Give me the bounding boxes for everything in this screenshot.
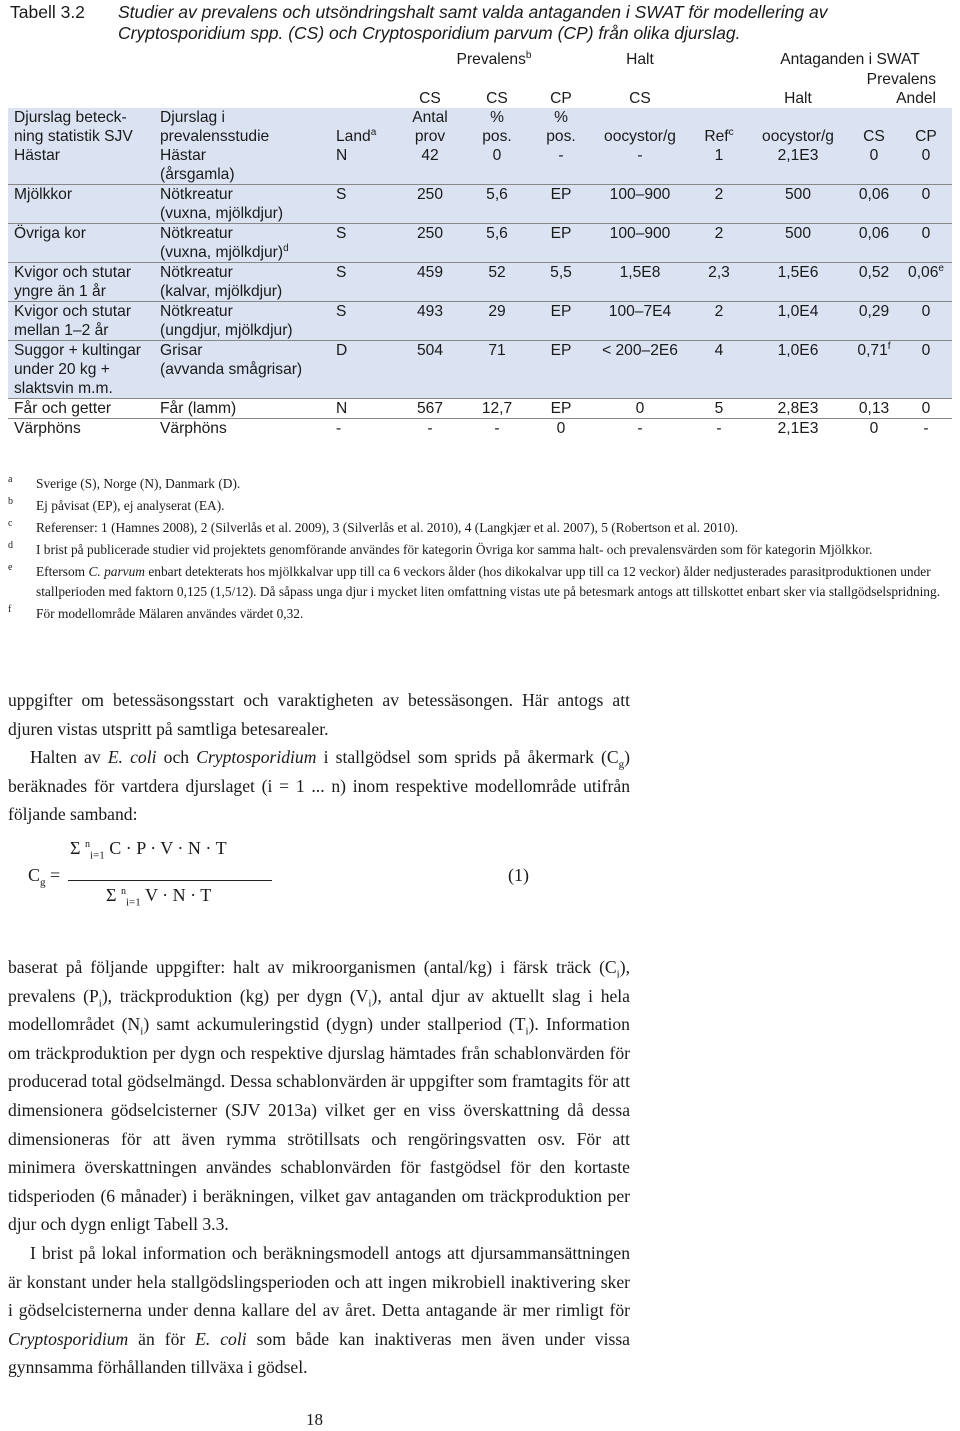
cell-djurslag-sjv: Hästar: [8, 146, 160, 185]
cell-antal: 42: [398, 146, 462, 185]
cell-djurslag-sjv: Mjölkkor: [8, 185, 160, 224]
cell-djurslag-sjv: Övriga kor: [8, 224, 160, 263]
cell-ref: 2: [690, 302, 748, 341]
cell-ref: 2,3: [690, 263, 748, 302]
cell-djurslag-studie: Nötkreatur (vuxna, mjölkdjur): [160, 185, 336, 224]
cell-swat-halt: 2,1E3: [748, 146, 848, 185]
cell-cp-pos: EP: [532, 185, 590, 224]
cell-ref: 4: [690, 341, 748, 399]
equation-lhs: $C_g$ =: [28, 865, 61, 889]
header-prevalens: Prevalens$^b$: [456, 49, 532, 68]
cell-andel-cp: 0: [900, 302, 952, 341]
cell-land: D: [336, 341, 398, 399]
cell-land: -: [336, 419, 398, 439]
cell-djurslag-studie: Nötkreatur (ungdjur, mjölkdjur): [160, 302, 336, 341]
cell-land: N: [336, 399, 398, 419]
cell-djurslag-studie: Nötkreatur (kalvar, mjölkdjur): [160, 263, 336, 302]
cell-halt: -: [590, 146, 690, 185]
paragraph: Halten av E. coli och Cryptosporidium i stallgödsel som sprids på åkermark $(C_g)$ beräknades för vartdera djurslaget (i = 1 ... n) inom respektive modellområde utifrån följande samband:: [8, 747, 630, 825]
cell-antal: 504: [398, 341, 462, 399]
cell-cs-pos: 5,6: [462, 185, 532, 224]
equation-denominator: Σ $^n_{i=1}$ V · N · T: [106, 885, 212, 909]
prevalence-table: [8, 50, 952, 438]
table-title: Studier av prevalens och utsöndringshalt samt valda antaganden i SWAT för modellering av Cryptosporidium spp. (CS) och Cryptosporidium parvum (CP) från olika djurslag.: [118, 2, 828, 43]
cell-djurslag-sjv: Får och getter: [8, 399, 160, 419]
cell-antal: 459: [398, 263, 462, 302]
body-text: [8, 686, 630, 1382]
cell-halt: 0: [590, 399, 690, 419]
table-row: [8, 224, 952, 263]
header-cp-1: CP: [550, 90, 572, 107]
cell-halt: -: [590, 419, 690, 439]
cell-halt: 1,5E8: [590, 263, 690, 302]
paragraph: baserat på följande uppgifter: halt av mikroorganismen (antal/kg) i färsk träck $(C_i)$, prevalens $(P_i)$, träckproduktion (kg) per dygn $(V_i)$, antal djur av aktuellt slag i hela modellområdet $(N_i)$ samt ackumuleringstid (dygn) under stallperiod $(T_i)$. Information om träckproduktion per dygn och respektive djurslag hämtades från schablonvärden för producerad total gödselmängd. Dessa schablonvärden är uppgifter som framtagits för att dimensionera gödselcisterner (SJV 2013a) vilket ger en viss överskattning då dessa dimensioneras för att även rymma strötillsats och rengöringsvatten osv. För att minimera överskattningen användes schablonvärden för fastgödsel för den kortaste tidsperioden (6 månader) i beräkningen, vilket gav antaganden om träckproduktion per djur och dygn enligt Tabell 3.3.: [8, 956, 630, 1235]
cell-land: S: [336, 302, 398, 341]
header-oocystor-2: oocystor/g: [748, 108, 848, 146]
cell-andel-cp: -: [900, 419, 952, 439]
footnote: d I brist på publicerade studier vid projektets genomförande användes för kategorin Övriga kor samma halt- och prevalensvärden som för kategorin Mjölkkor.: [8, 540, 873, 557]
header-andel-cs: CS: [848, 108, 900, 146]
cell-cs-pos: 5,6: [462, 224, 532, 263]
footnotes: [8, 474, 952, 626]
cell-andel-cp: 0,06e: [900, 263, 952, 302]
cell-land: N: [336, 146, 398, 185]
paragraph: uppgifter om betessäsongsstart och varaktigheten av betessäsongen. Här antogs att djuren vistas utspritt på samtliga betesarealer.: [8, 690, 630, 739]
cell-djurslag-studie: Nötkreatur (vuxna, mjölkdjur)$^d$: [160, 224, 336, 263]
footnote: b Ej påvisat (EP), ej analyserat (EA).: [8, 496, 225, 513]
cell-cp-pos: 0: [532, 419, 590, 439]
cell-andel-cs: 0,52: [848, 263, 900, 302]
table-row: [8, 146, 952, 185]
cell-swat-halt: 2,1E3: [748, 419, 848, 439]
cell-halt: 100–7E4: [590, 302, 690, 341]
table-row: [8, 341, 952, 399]
cell-andel-cs: 0: [848, 146, 900, 185]
cell-swat-halt: 500: [748, 224, 848, 263]
header-row-3: [8, 108, 952, 146]
table-row: [8, 399, 952, 419]
header-row-2: [8, 70, 952, 108]
header-djurslag-sjv: Djurslag beteck- ning statistik SJV: [8, 108, 160, 146]
cell-land: S: [336, 224, 398, 263]
cell-cs-pos: 29: [462, 302, 532, 341]
cell-halt: 100–900: [590, 185, 690, 224]
cell-andel-cs: 0,06: [848, 224, 900, 263]
cell-swat-halt: 1,5E6: [748, 263, 848, 302]
cell-andel-cp: 0: [900, 185, 952, 224]
cell-andel-cp: 0: [900, 399, 952, 419]
cell-andel-cs: 0,13: [848, 399, 900, 419]
table-label: Tabell 3.2: [10, 2, 85, 22]
cell-cs-pos: -: [462, 419, 532, 439]
cell-antal: 567: [398, 399, 462, 419]
cell-ref: 5: [690, 399, 748, 419]
header-oocystor-1: oocystor/g: [590, 108, 690, 146]
table-row: [8, 185, 952, 224]
header-cs-2: CS: [486, 90, 508, 107]
cell-andel-cs: 0: [848, 419, 900, 439]
cell-andel-cs: 0,29: [848, 302, 900, 341]
cell-cs-pos: 52: [462, 263, 532, 302]
equation-numerator: Σ $^n_{i=1}$ C · P · V · N · T: [70, 838, 227, 862]
cell-ref: 1: [690, 146, 748, 185]
cell-djurslag-sjv: Kvigor och stutar mellan 1–2 år: [8, 302, 160, 341]
cell-djurslag-sjv: Värphöns: [8, 419, 160, 439]
cell-djurslag-studie: Får (lamm): [160, 399, 336, 419]
cell-ref: 2: [690, 224, 748, 263]
cell-cs-pos: 12,7: [462, 399, 532, 419]
header-cs-1: CS: [419, 90, 441, 107]
header-antal: Antal prov: [398, 108, 462, 146]
cell-cp-pos: EP: [532, 224, 590, 263]
cell-cp-pos: 5,5: [532, 263, 590, 302]
header-pct-cs: % pos.: [462, 108, 532, 146]
header-ref: Ref$^c$: [690, 108, 748, 146]
cell-andel-cs: 0,71$^f$: [848, 341, 900, 399]
cell-halt: 100–900: [590, 224, 690, 263]
paragraph: I brist på lokal information och beräkningsmodell antogs att djursammansättningen är konstant under hela stallgödslingsperioden och att ingen mikrobiell inaktivering sker i gödselcisternerna under denna kallare del av året. Detta antagande är mer rimligt för Cryptosporidium än för E. coli som både kan inaktiveras men även under vissa gynnsamma förhållanden tillväxa i gödsel.: [8, 1242, 630, 1378]
cell-andel-cp: 0: [900, 146, 952, 185]
cell-andel-cp: 0: [900, 224, 952, 263]
page-number: 18: [306, 1410, 323, 1429]
equation: [8, 838, 630, 924]
header-land: Land$^a$: [336, 108, 398, 146]
cell-djurslag-studie: Hästar (årsgamla): [160, 146, 336, 185]
footnote: e Eftersom C. parvum enbart detekterats hos mjölkkalvar upp till ca 6 veckors ålder (hos dikokalvar upp till ca 12 veckor) ålder nedjusterades parasitproduktionen under stallperioden med faktorn 0,125 (1,5/12). Då såpass unga djur i mycket liten omfattning vistas ute på betesmark antogs att tillskottet enbart sker via stallgödselspridning.: [8, 562, 941, 599]
cell-cs-pos: 0: [462, 146, 532, 185]
footnote: c Referenser: 1 (Hamnes 2008), 2 (Silverlås et al. 2009), 3 (Silverlås et al. 2010), 4 (Langkjær et al. 2007), 5 (Robertson et al. 2010).: [8, 518, 739, 535]
cell-halt: < 200–2E6: [590, 341, 690, 399]
header-halt-2: Halt: [784, 90, 812, 107]
table-row: [8, 302, 952, 341]
cell-swat-halt: 500: [748, 185, 848, 224]
cell-djurslag-studie: Grisar (avvanda smågrisar): [160, 341, 336, 399]
cell-djurslag-sjv: Suggor + kultingar under 20 kg + slaktsvin m.m.: [8, 341, 160, 399]
cell-andel-cs: 0,06: [848, 185, 900, 224]
header-halt: Halt: [626, 51, 654, 68]
header-djurslag-studie: Djurslag i prevalensstudie: [160, 108, 336, 146]
cell-cp-pos: EP: [532, 399, 590, 419]
table-row: [8, 263, 952, 302]
cell-land: S: [336, 263, 398, 302]
cell-ref: 2: [690, 185, 748, 224]
cell-andel-cp: 0: [900, 341, 952, 399]
cell-antal: 250: [398, 224, 462, 263]
equation-number: (1): [508, 865, 529, 885]
cell-cp-pos: EP: [532, 341, 590, 399]
cell-antal: 250: [398, 185, 462, 224]
header-row-1: [8, 50, 952, 70]
cell-cp-pos: -: [532, 146, 590, 185]
cell-cs-pos: 71: [462, 341, 532, 399]
cell-swat-halt: 2,8E3: [748, 399, 848, 419]
header-pct-cp: % pos.: [532, 108, 590, 146]
footnote: a Sverige (S), Norge (N), Danmark (D).: [8, 474, 241, 491]
cell-swat-halt: 1,0E4: [748, 302, 848, 341]
cell-djurslag-studie: Värphöns: [160, 419, 336, 439]
table-row: [8, 419, 952, 439]
cell-ref: -: [690, 419, 748, 439]
cell-antal: 493: [398, 302, 462, 341]
header-cs-3: CS: [629, 90, 651, 107]
cell-swat-halt: 1,0E6: [748, 341, 848, 399]
header-andel-cp: CP: [900, 108, 952, 146]
cell-cp-pos: EP: [532, 302, 590, 341]
header-antaganden: Antaganden i SWAT: [780, 51, 920, 68]
cell-djurslag-sjv: Kvigor och stutar yngre än 1 år: [8, 263, 160, 302]
cell-land: S: [336, 185, 398, 224]
cell-antal: -: [398, 419, 462, 439]
fraction-bar: [68, 880, 272, 881]
footnote: f För modellområde Mälaren användes värdet 0,32.: [8, 604, 304, 621]
header-prevalens-andel: Prevalens Andel: [866, 71, 937, 107]
